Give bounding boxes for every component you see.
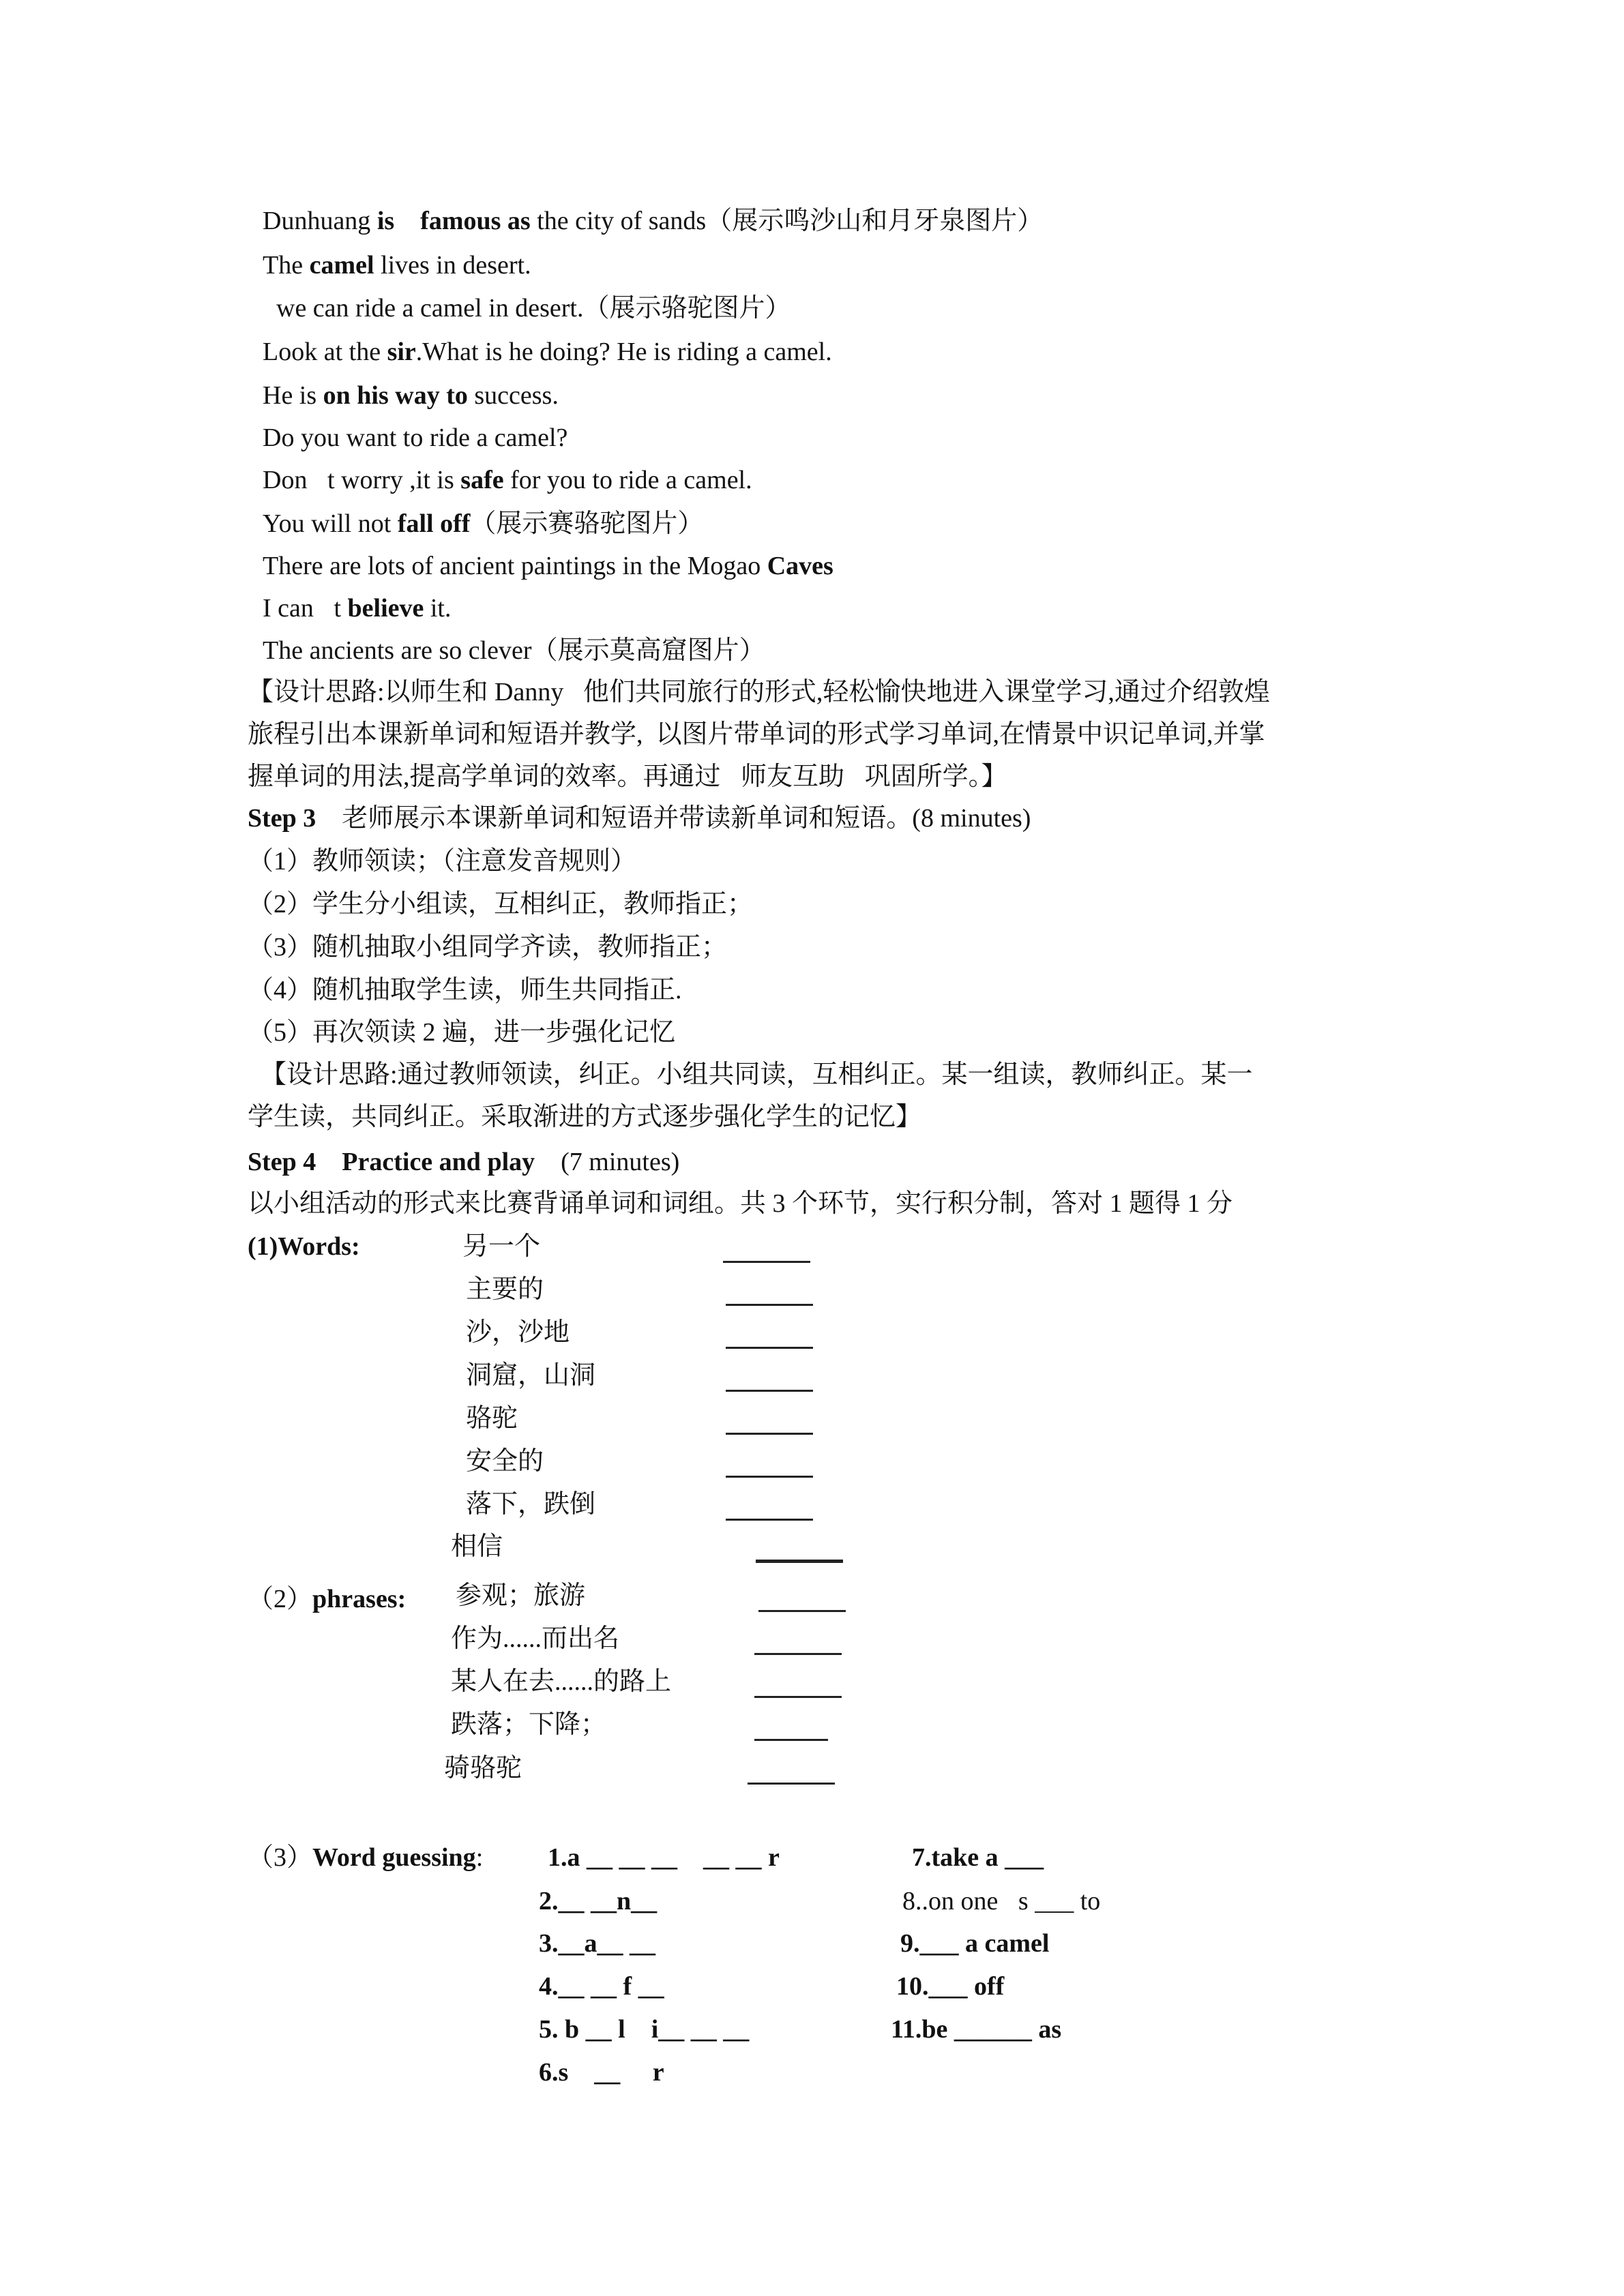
word-item: 相信 bbox=[451, 1532, 503, 1561]
intro-text: Do you want to ride a camel? bbox=[263, 423, 568, 452]
guess-right-item bbox=[896, 1970, 1004, 2003]
guess-right-item bbox=[912, 1841, 1044, 1874]
guess-left-text: 4.__ __ f __ bbox=[539, 1972, 664, 2001]
answer-blank[interactable] bbox=[748, 1752, 835, 1785]
intro-text: the city of sands（展示鸣沙山和月牙泉图片） bbox=[530, 207, 1044, 235]
guessing-label bbox=[248, 1841, 483, 1874]
step3-item: （3）随机抽取小组同学齐读，教师指正； bbox=[248, 933, 728, 961]
step3-heading bbox=[248, 802, 1031, 835]
intro-text: Don t worry ,it is bbox=[263, 466, 461, 494]
answer-blank[interactable] bbox=[726, 1316, 813, 1349]
phrase-item: 作为......而出名 bbox=[451, 1624, 620, 1653]
phrases-label-text: phrases: bbox=[312, 1585, 407, 1613]
answer-blank[interactable] bbox=[754, 1665, 842, 1698]
guess-right-text: 9.___ a camel bbox=[900, 1929, 1050, 1958]
design-note-1-line-3: 握单词的用法,提高学单词的效率。再通过 师友互助 巩固所学。】 bbox=[248, 762, 1007, 791]
design-note-1-line-1: 【设计思路:以师生和 Danny 他们共同旅行的形式,轻松愉快地进入课堂学习,通过介绍敦煌 bbox=[248, 678, 1270, 706]
word-item: 骆驼 bbox=[466, 1404, 518, 1433]
guess-right-item bbox=[902, 1885, 1100, 1918]
intro-text: The bbox=[263, 251, 310, 280]
intro-keyword: is famous as bbox=[377, 207, 531, 235]
answer-blank[interactable] bbox=[726, 1445, 813, 1478]
intro-text: we can ride a camel in desert.（展示骆驼图片） bbox=[276, 294, 791, 323]
design-note-2-line-2: 学生读，共同纠正。采取渐进的方式逐步强化学生的记忆】 bbox=[248, 1103, 922, 1131]
intro-keyword: safe bbox=[460, 466, 504, 494]
guess-left-item bbox=[539, 1885, 657, 1918]
intro-keyword: fall off bbox=[397, 509, 471, 538]
guess-left-text: 1.a __ __ __ __ __ r bbox=[548, 1843, 780, 1872]
intro-line bbox=[263, 249, 531, 282]
answer-blank[interactable] bbox=[726, 1488, 813, 1521]
word-item: 落下，跌倒 bbox=[466, 1490, 596, 1519]
guess-left-item bbox=[539, 2056, 664, 2089]
guess-left-text: 6.s __ r bbox=[539, 2058, 664, 2087]
intro-line bbox=[263, 379, 559, 412]
guess-left-item bbox=[539, 2013, 749, 2046]
intro-text: for you to ride a camel. bbox=[503, 466, 752, 494]
phrases-label-prefix: （2） bbox=[248, 1585, 313, 1613]
intro-line bbox=[263, 507, 703, 540]
words-label bbox=[248, 1230, 360, 1263]
design-note-1-line-2: 旅程引出本课新单词和短语并教学, 以图片带单词的形式学习单词,在情景中识记单词,并掌 bbox=[248, 720, 1265, 749]
step3-item: （4）随机抽取学生读，师生共同指正. bbox=[248, 976, 682, 1004]
intro-text: it. bbox=[424, 594, 452, 623]
intro-text: success. bbox=[467, 381, 559, 410]
intro-line bbox=[263, 421, 567, 454]
step3-item: （1）教师领读；（注意发音规则） bbox=[248, 847, 637, 876]
step3-label: Step 3 bbox=[248, 804, 316, 833]
guess-left-item bbox=[539, 1927, 655, 1960]
guess-left-text: 3.__a__ __ bbox=[539, 1929, 655, 1958]
intro-text: lives in desert. bbox=[374, 251, 531, 280]
step3-item: （5）再次领读 2 遍，进一步强化记忆 bbox=[248, 1018, 676, 1047]
answer-blank[interactable] bbox=[723, 1230, 810, 1263]
intro-keyword: sir bbox=[387, 338, 416, 366]
guess-left-item bbox=[539, 1970, 664, 2003]
intro-text: Dunhuang bbox=[263, 207, 377, 235]
answer-blank[interactable] bbox=[754, 1708, 828, 1741]
word-item: 洞窟，山洞 bbox=[466, 1361, 596, 1390]
answer-blank[interactable] bbox=[726, 1402, 813, 1435]
phrases-label bbox=[248, 1583, 406, 1615]
phrase-item: 骑骆驼 bbox=[444, 1754, 522, 1783]
guessing-label-prefix: （3） bbox=[248, 1843, 313, 1872]
phrase-item: 跌落；下降； bbox=[451, 1710, 607, 1739]
step4-label: Step 4 Practice and play bbox=[248, 1148, 535, 1176]
guess-right-text: 11.be ______ as bbox=[891, 2015, 1062, 2044]
design-note-2-line-1: 【设计思路:通过教师领读，纠正。小组共同读，互相纠正。某一组读，教师纠正。某一 bbox=[248, 1060, 1253, 1089]
phrase-item: 某人在去......的路上 bbox=[451, 1667, 672, 1696]
guess-right-text: 8..on one s ___ to bbox=[902, 1887, 1101, 1915]
intro-keyword: believe bbox=[347, 594, 424, 623]
intro-line bbox=[263, 205, 1043, 237]
word-item: 安全的 bbox=[466, 1447, 544, 1476]
intro-line bbox=[263, 464, 752, 496]
step4-time: (7 minutes) bbox=[535, 1148, 680, 1176]
guess-left-text: 5. b __ l i__ __ __ bbox=[539, 2015, 750, 2044]
intro-line bbox=[263, 550, 833, 582]
words-label-text: (1)Words: bbox=[248, 1232, 360, 1261]
phrase-item: 参观；旅游 bbox=[456, 1581, 586, 1610]
guess-right-item bbox=[891, 2013, 1061, 2046]
guess-left-text: 2.__ __n__ bbox=[539, 1887, 658, 1915]
guess-right-text: 10.___ off bbox=[896, 1972, 1005, 2001]
intro-keyword: camel bbox=[309, 251, 374, 280]
intro-text: Look at the bbox=[263, 338, 387, 366]
answer-blank[interactable] bbox=[758, 1579, 846, 1612]
word-item: 另一个 bbox=[462, 1232, 541, 1261]
intro-text: The ancients are so clever（展示莫高窟图片） bbox=[263, 636, 765, 665]
guessing-label-text: Word guessing bbox=[312, 1843, 476, 1872]
guessing-label-colon: : bbox=[475, 1843, 484, 1872]
step4-intro: 以小组活动的形式来比赛背诵单词和词组。共 3 个环节，实行积分制，答对 1 题得 1 分 bbox=[248, 1189, 1233, 1218]
step3-text: 老师展示本课新单词和短语并带读新单词和短语。(8 minutes) bbox=[316, 804, 1031, 833]
intro-line bbox=[276, 292, 791, 325]
guess-right-item bbox=[900, 1927, 1049, 1960]
intro-line bbox=[263, 634, 765, 667]
intro-keyword: Caves bbox=[767, 552, 833, 580]
intro-line bbox=[263, 336, 832, 368]
intro-keyword: on his way to bbox=[323, 381, 468, 410]
intro-text: I can t bbox=[263, 594, 348, 623]
answer-blank[interactable] bbox=[726, 1273, 813, 1306]
intro-text: （展示赛骆驼图片） bbox=[470, 509, 704, 538]
step4-heading bbox=[248, 1146, 679, 1178]
answer-blank[interactable] bbox=[726, 1359, 813, 1392]
answer-blank[interactable] bbox=[756, 1530, 843, 1563]
answer-blank[interactable] bbox=[754, 1622, 842, 1655]
intro-text: You will not bbox=[263, 509, 398, 538]
step3-item: （2）学生分小组读，互相纠正，教师指正； bbox=[248, 890, 754, 919]
guess-left-item bbox=[548, 1841, 780, 1874]
word-item: 沙，沙地 bbox=[466, 1318, 570, 1347]
intro-text: He is bbox=[263, 381, 323, 410]
intro-line bbox=[263, 592, 452, 625]
intro-text: .What is he doing? He is riding a camel. bbox=[415, 338, 832, 366]
intro-text: There are lots of ancient paintings in the Mogao bbox=[263, 552, 767, 580]
word-item: 主要的 bbox=[466, 1275, 544, 1304]
guess-right-text: 7.take a ___ bbox=[912, 1843, 1044, 1872]
